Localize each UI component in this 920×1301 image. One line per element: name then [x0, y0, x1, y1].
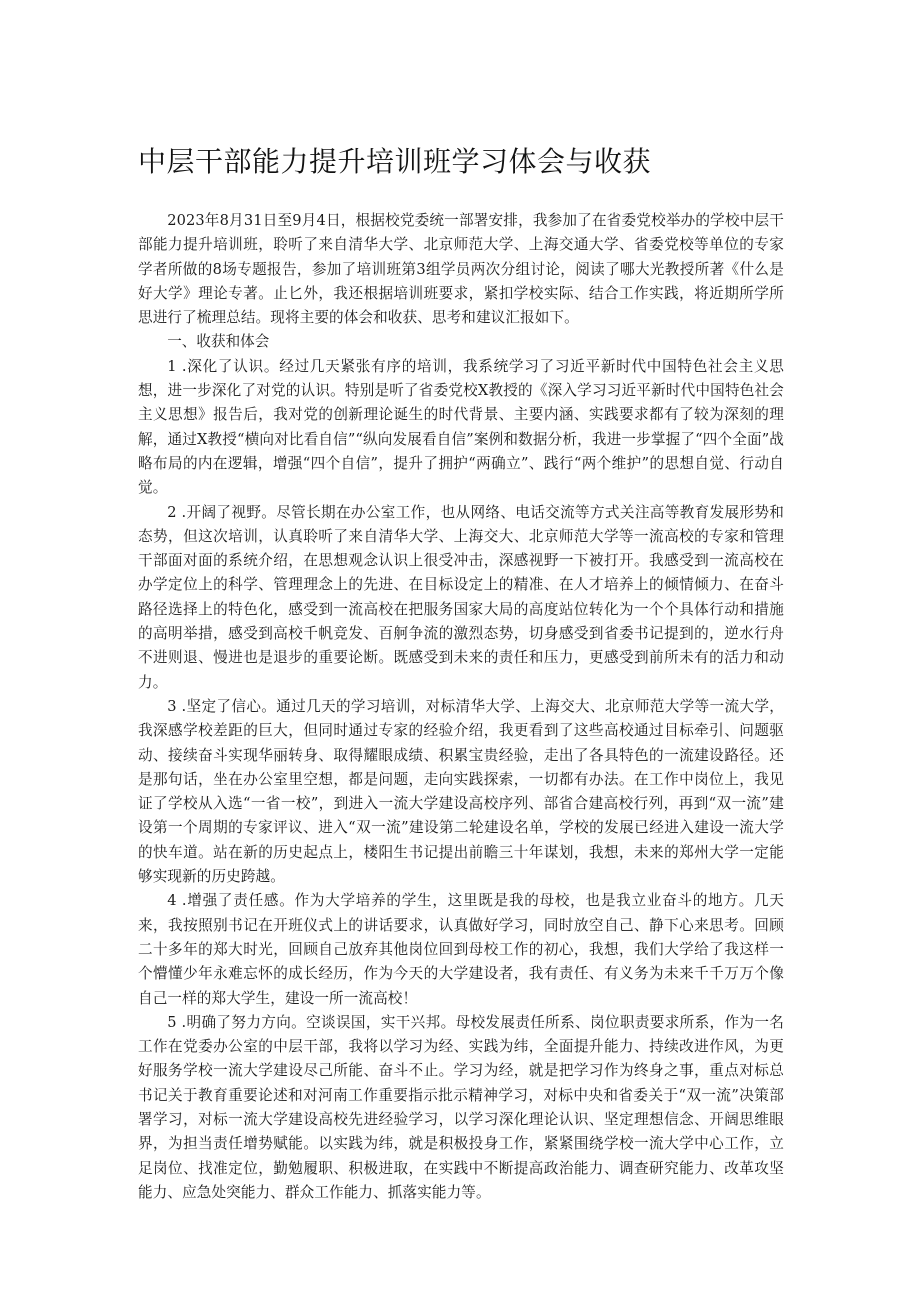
item-paragraph-4: 4 .增强了责任感。作为大学培养的学生，这里既是我的母校，也是我立业奋斗的地方。几天来，我按照别书记在开班仪式上的讲话要求，认真做好学习，同时放空自己、静下心来思考。回顾二十多年的郑大时光，回顾自己放弃其他岗位回到母校工作的初心，我想，我们大学给了我这样一个懵懂少年永难忘怀的成长经历，作为今天的大学建设者，我有责任、有义务为未来千千万万个像自己一样的郑大学生，建设一所一流高校！ — [138, 892, 784, 1007]
document-title: 中层干部能力提升培训班学习体会与收获 — [138, 145, 652, 178]
item-paragraph-1: 1 .深化了认识。经过几天紧张有序的培训，我系统学习了习近平新时代中国特色社会主义思想，进一步深化了对党的认识。特别是听了省委党校X教授的《深入学习习近平新时代中国特色社会主义思想》报告后，我对党的创新理论诞生的时代背景、主要内涵、实践要求都有了较为深刻的理解，通过X教授“横向对比看自信”“纵向发展看自信”案例和数据分析，我进一步掌握了“四个全面”战略布局的内在逻辑，增强“四个自信”，提升了拥护“两确立”、践行“两个维护”的思想自觉、行动自觉。 — [138, 357, 784, 497]
item-paragraph-3: 3 .坚定了信心。通过几天的学习培训，对标清华大学、上海交大、北京师范大学等一流大学，我深感学校差距的巨大，但同时通过专家的经验介绍，我更看到了这些高校通过目标牵引、问题驱动、接续奋斗实现华丽转身、取得耀眼成绩、积累宝贵经验，走出了各具特色的一流建设路径。还是那句话，坐在办公室里空想，都是问题，走向实践探索，一切都有办法。在工作中岗位上，我见证了学校从入选“一省一校”，到进入一流大学建设高校序列、部省合建高校行列，再到“双一流”建设第一个周期的专家评议、进入“双一流”建设第二轮建设名单，学校的发展已经进入建设一流大学的快车道。站在新的历史起点上，楼阳生书记提出前瞻三十年谋划，我想，未来的郑州大学一定能够实现新的历史跨越。 — [138, 697, 784, 886]
item-paragraph-5: 5 .明确了努力方向。空谈误国，实干兴邦。母校发展责任所系、岗位职责要求所系，作为一名工作在党委办公室的中层干部，我将以学习为经、实践为纬，全面提升能力、持续改进作风，为更好服务学校一流大学建设尽己所能、奋斗不止。学习为经，就是把学习作为终身之事，重点对标总书记关于教育重要论述和对河南工作重要指示批示精神学习，对标中央和省委关于“双一流”决策部署学习，对标一流大学建设高校先进经验学习，以学习深化理论认识、坚定理想信念、开阔思维眼界，为担当责任增势赋能。以实践为纬，就是积极投身工作，紧紧围绕学校一流大学中心工作，立足岗位、找准定位，勤勉履职、积极进取，在实践中不断提高政治能力、调查研究能力、改革攻坚能力、应急处突能力、群众工作能力、抓落实能力等。 — [138, 1013, 784, 1201]
intro-paragraph: 2023年8月31日至9月4日，根据校党委统一部署安排，我参加了在省委党校举办的学校中层干部能力提升培训班，聆听了来自清华大学、北京师范大学、上海交通大学、省委党校等单位的专家学者所做的8场专题报告，参加了培训班第3组学员两次分组讨论，阅读了哪大光教授所著《什么是好大学》理论专著。止匕外，我还根据培训班要求，紧扣学校实际、结合工作实践，将近期所学所思进行了梳理总结。现将主要的体会和收获、思考和建议汇报如下。 — [138, 212, 784, 327]
item-paragraph-2: 2 .开阔了视野。尽管长期在办公室工作，也从网络、电话交流等方式关注高等教育发展形势和态势，但这次培训，认真聆听了来自清华大学、上海交大、北京师范大学等一流高校的专家和管理干部面对面的系统介绍，在思想观念认识上很受冲击，深感视野一下被打开。我感受到一流高校在办学定位上的科学、管理理念上的先进、在目标设定上的精准、在人才培养上的倾情倾力、在奋斗路径选择上的特色化，感受到一流高校在把服务国家大局的高度站位转化为一个个具体行动和措施的高明举措，感受到高校千帆竞发、百舸争流的激烈态势，切身感受到省委书记提到的，逆水行舟不进则退、慢进也是退步的重要论断。既感受到未来的责任和压力，更感受到前所未有的活力和动力。 — [138, 503, 784, 691]
section-heading: 一、收获和体会 — [167, 333, 270, 351]
